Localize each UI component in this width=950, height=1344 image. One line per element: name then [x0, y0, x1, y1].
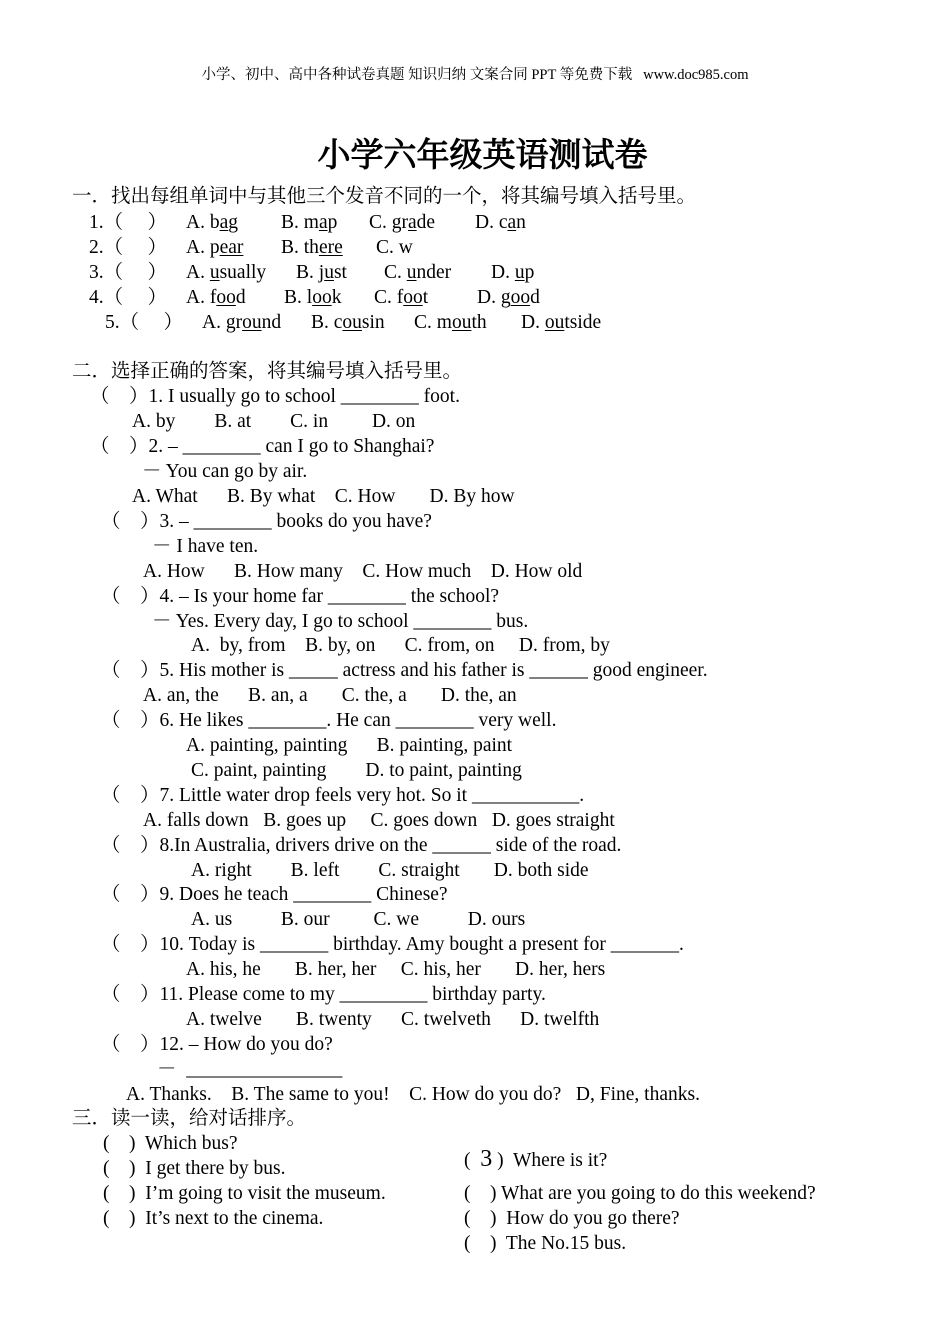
s1-option-b: B. just — [296, 262, 347, 283]
dialogue-item: ( ) The No.15 bus. — [464, 1233, 627, 1254]
answer-options: A. right B. left C. straight D. both side — [191, 860, 589, 881]
dialogue-line: － Yes. Every day, I go to school ________ bus. — [152, 611, 529, 632]
dialogue-item: ( ) Which bus? — [103, 1133, 238, 1154]
dialogue-line: － You can go by air. — [142, 461, 308, 482]
dialogue-item: ( ) How do you go there? — [464, 1208, 680, 1229]
answer-options: A. falls down B. goes up C. goes down D. goes straight — [143, 810, 615, 831]
s1-option-a: A. food — [186, 287, 246, 308]
question-line: （ ）11. Please come to my _________ birthday party. — [101, 984, 546, 1005]
dialogue-item-answered: ( 3 ) Where is it? — [464, 1146, 608, 1172]
question-line: （ ）9. Does he teach ________ Chinese? — [101, 884, 448, 905]
s1-item-number: 3.（ ） — [89, 262, 168, 283]
dialogue-item: ( ) I’m going to visit the museum. — [103, 1183, 386, 1204]
s1-item-number: 4.（ ） — [89, 287, 168, 308]
question-line: （ ）5. His mother is _____ actress and his father is ______ good engineer. — [101, 660, 708, 681]
question-line: （ ）2. – ________ can I go to Shanghai? — [90, 436, 435, 457]
given-answer: 3 — [480, 1146, 493, 1172]
dialogue-item: ( ) What are you going to do this weekend? — [464, 1183, 816, 1204]
answer-options: A. an, the B. an, a C. the, a D. the, an — [143, 685, 517, 706]
s1-option-a: A. pear — [186, 237, 244, 258]
s1-option-b: B. cousin — [311, 312, 385, 333]
question-line: （ ）4. – Is your home far ________ the school? — [101, 586, 500, 607]
question-line: （ ）12. – How do you do? — [101, 1034, 333, 1055]
section2-heading: 二．选择正确的答案，将其编号填入括号里。 — [72, 361, 463, 382]
question-line: （ ）1. I usually go to school ________ foot. — [90, 386, 460, 407]
s1-option-c: C. under — [384, 262, 452, 283]
question-line: （ ）6. He likes ________. He can ________ very well. — [101, 710, 557, 731]
answer-options: A. What B. By what C. How D. By how — [132, 486, 515, 507]
question-line: （ ）10. Today is _______ birthday. Amy bought a present for _______. — [101, 934, 684, 955]
s1-item-number: 5.（ ） — [105, 312, 184, 333]
s1-option-c: C. mouth — [414, 312, 487, 333]
question-line: （ ）7. Little water drop feels very hot. So it ___________. — [101, 785, 585, 806]
s1-option-d: D. can — [475, 212, 526, 233]
answer-options: A. painting, painting B. painting, paint — [186, 735, 513, 756]
s1-option-b: B. map — [281, 212, 338, 233]
page-title: 小学六年级英语测试卷 — [317, 138, 648, 174]
s1-option-a: A. bag — [186, 212, 238, 233]
answer-options: A. by B. at C. in D. on — [132, 411, 416, 432]
s1-option-a: A. ground — [202, 312, 282, 333]
s1-option-b: B. look — [284, 287, 342, 308]
question-line: （ ）3. – ________ books do you have? — [101, 511, 432, 532]
answer-options: A. his, he B. her, her C. his, her D. her, hers — [186, 959, 606, 980]
answer-options: A. by, from B. by, on C. from, on D. from, by — [191, 635, 610, 656]
answer-options: A. us B. our C. we D. ours — [191, 909, 526, 930]
s1-option-d: D. outside — [521, 312, 602, 333]
section3-heading: 三．读一读，给对话排序。 — [72, 1108, 307, 1129]
dialogue-line: － I have ten. — [152, 536, 259, 557]
answer-options: A. How B. How many C. How much D. How old — [143, 561, 583, 582]
section1-heading: 一．找出每组单词中与其他三个发音不同的一个，将其编号填入括号里。 — [72, 186, 697, 207]
answer-options: A. Thanks. B. The same to you! C. How do you do? D, Fine, thanks. — [126, 1084, 700, 1105]
answer-options: C. paint, painting D. to paint, painting — [191, 760, 522, 781]
s1-option-a: A. usually — [186, 262, 267, 283]
dialogue-line: － ________________ — [157, 1059, 343, 1080]
s1-option-c: C. w — [376, 237, 413, 258]
s1-option-c: C. foot — [374, 287, 429, 308]
s1-option-c: C. grade — [369, 212, 436, 233]
page-header: 小学、初中、高中各种试卷真题 知识归纳 文案合同 PPT 等免费下载 www.doc985.com — [201, 67, 749, 83]
dialogue-item: ( ) I get there by bus. — [103, 1158, 286, 1179]
s1-option-d: D. good — [477, 287, 540, 308]
s1-item-number: 2.（ ） — [89, 237, 168, 258]
answer-options: A. twelve B. twenty C. twelveth D. twelfth — [186, 1009, 600, 1030]
s1-item-number: 1.（ ） — [89, 212, 168, 233]
dialogue-item: ( ) It’s next to the cinema. — [103, 1208, 324, 1229]
question-line: （ ）8.In Australia, drivers drive on the ______ side of the road. — [101, 835, 622, 856]
s1-option-b: B. there — [281, 237, 343, 258]
s1-option-d: D. up — [491, 262, 535, 283]
